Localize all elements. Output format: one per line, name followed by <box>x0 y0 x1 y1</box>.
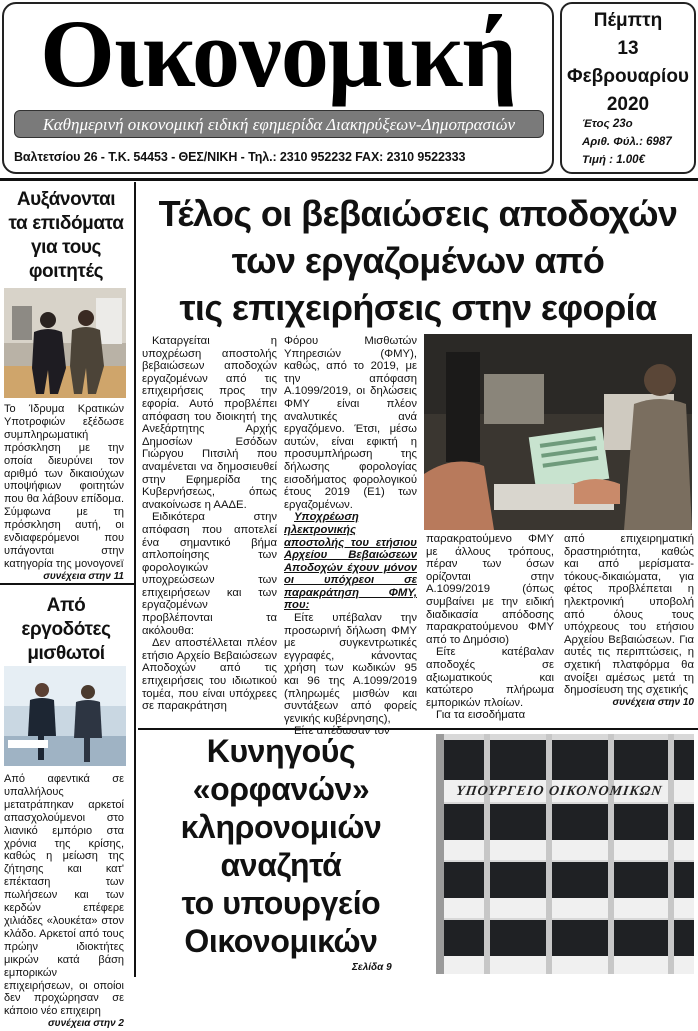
main-column-3 <box>426 533 554 722</box>
building-sign: ΥΠΟΥΡΓΕΙΟ ΟΙΚΟΝΟΜΙΚΩΝ <box>455 784 664 799</box>
paragraph: Είτε απέδωσαν τον <box>294 725 390 738</box>
bottom-page-ref[interactable]: Σελίδα 9 <box>352 962 392 973</box>
headline-line: Τέλος οι βεβαιώσεις αποδοχών <box>158 193 678 234</box>
main-column-2 <box>284 335 417 738</box>
paragraph: Υποχρέωση ηλεκτρονικής αποστολής του ετήσιου Αρχείου Βεβαιώσεων Αποδοχών έχουν μόνον οι υπόχρεοι σε παρακράτηση ΦΜΥ, που: <box>284 511 417 612</box>
headline-line: Από εργοδότες <box>21 595 111 640</box>
headline-line: τις επιχειρήσεις στην εφορία <box>179 287 657 328</box>
paragraph: Είτε κατέβαλαν αποδοχές σε αξιωματικούς και κατώτερο πλήρωμα εμπορικών πλοίων. <box>426 646 554 709</box>
issue-year: 2020 <box>606 94 650 115</box>
side-story-1-continue[interactable]: συνέχεια στην 11 <box>43 570 124 582</box>
main-column-4 <box>564 533 694 709</box>
paragraph: Για τα εισοδήματα <box>436 709 526 722</box>
newspaper-address: Βαλτετσίου 26 - Τ.Κ. 54453 - ΘΕΣ/ΝΙΚΗ - Τηλ.: 2310 952232 FAX: 2310 9522333 <box>14 150 466 164</box>
students-photo <box>4 288 126 398</box>
headline-line: φοιτητές <box>28 261 104 282</box>
issue-date-box <box>560 2 696 174</box>
side-story-1-body <box>4 403 124 584</box>
side-story-1-headline <box>2 188 130 284</box>
bottom-story-rule <box>138 728 698 730</box>
headline-line: αναζητά <box>220 847 342 883</box>
paragraph: Είτε υπέβαλαν την προσωρινή δήλωση ΦΜΥ με συγκεντρωτικές εγγραφές, κάνοντας χρήση των κωδικών 95 και 96 της Α.1099/2019 (πληρωμές μισθών και συντάξεων από φορείς γενικής κυβέρνησης), <box>284 612 417 725</box>
paragraph: Δεν αποστέλλεται πλέον ετήσιο Αρχείο Βεβαιώσεων Αποδοχών από τις επιχειρήσεις του ιδιωτικού τομέα, που είναι υπόχρεες σε παρακράτηση <box>142 637 277 713</box>
main-story-continue[interactable]: συνέχεια στην 10 <box>612 696 694 708</box>
office-computers-photo <box>424 334 692 530</box>
main-headline <box>140 190 696 331</box>
issue-price: Τιμή : 1.00€ <box>582 154 645 166</box>
paragraph: Καταργείται η υποχρέωση αποστολής βεβαιώσεων αποδοχών εργαζομένων από τις επιχειρήσεις προς την εφορία. Αυτό προβλέπει απόφαση του διοικητή της Ανεξάρτητης Αρχής Δημοσίων Εσόδων Γιώργου Πιτσιλή που αναμένεται να δημοσιευθεί στην Εφημερίδα της Κυβερνήσεως, όπως ανακοίνωσε η ΑΑΔΕ. <box>142 335 277 511</box>
issue-volume: Έτος 23ο <box>582 118 633 130</box>
main-column-1 <box>142 335 277 713</box>
headline-line: κληρονομιών <box>180 809 382 845</box>
newspaper-subtitle: Καθημερινή οικονομική ειδική εφημερίδα Διακηρύξεων-Δημοπρασιών <box>14 110 544 138</box>
headline-line: των εργαζομένων από <box>231 240 605 281</box>
side-story-2-text: Από αφεντικά σε υπαλλήλους μετατράπηκαν αρκετοί απασχολούμενοι στο λιανικό εμπόριο στα χρόνια της κρίσης, καθώς η μείωση της ζήτησης και κατ' επέκταση των πωλήσεων και των κερδών επέφερε χιλιάδες «λουκέτα» στον κλάδο. Αρκετοί από τους πρώην ιδιοκτήτες μικρών κατά βάση εμπορικών επιχειρήσεων, οι οποίοι δεν προχώρησαν σε κάποιο νέο επιχειρη <box>4 773 124 1018</box>
headline-line: Κυνηγούς <box>206 733 356 769</box>
sidebar-rule <box>134 182 136 977</box>
ministry-building-photo <box>436 734 694 974</box>
issue-number: Αριθ. Φύλ.: 6987 <box>582 136 672 148</box>
paragraph: από επιχειρηματική δραστηριότητα, καθώς και από μερίσματα-τόκους-δικαιώματα, για φέτος προβλέπεται η ηλεκτρονική υποβολή από όλους τους υπόχρεους του ετήσιου Αρχείου Βεβαιώσεων. Για αυτές τις περιπτώσεις, η σχετική πλατφόρμα θα ανοίξει αμέσως μετά τη δημοσίευση της σχετικής <box>564 533 694 697</box>
issue-date: 13 <box>617 38 639 59</box>
newspaper-title: Οικονομική <box>40 0 516 107</box>
paragraph: παρακρατούμενο ΦΜΥ με άλλους τρόπους, πέραν των όσων ορίζονται στην Α.1099/2019 (όπως συμβαίνει με την ειδική διαδικασία απόδοσης παρακρατούμενου ΦΜΥ από το Δημόσιο) <box>426 533 554 646</box>
headline-line: το υπουργείο <box>181 885 381 921</box>
issue-day: Πέμπτη <box>593 10 663 31</box>
side-story-2-continue[interactable]: συνέχεια στην 2 <box>48 1018 124 1030</box>
paragraph: Ειδικότερα στην απόφαση που αποτελεί ένα σημαντικό βήμα απλοποίησης των φορολογικών υποχρεώσεων των επιχειρήσεων και των εργαζομένων προβλέπονται τα ακόλουθα: <box>142 511 277 637</box>
headline-line: για τους <box>30 237 102 258</box>
headline-line: τα επιδόματα <box>8 213 124 234</box>
header-rule <box>0 178 698 181</box>
side-story-2-body <box>4 773 124 1031</box>
office-workers-photo <box>4 666 126 766</box>
bottom-headline <box>140 732 422 960</box>
paragraph: Φόρου Μισθωτών Υπηρεσιών (ΦΜΥ), καθώς, από το 2019, με την απόφαση Α.1099/2019, οι δηλώσεις ΦΜΥ είναι πλέον αναλυτικές ανά εργαζόμενο. Έτσι, μέσω αυτών, είναι εφικτή η προσυμπλήρωση της δήλωσης φορολογίας εισοδήματος φορολογικού έτους 2019 (Ε1) των εργαζομένων. <box>284 335 417 511</box>
headline-line: Αυξάνονται <box>16 189 116 210</box>
headline-line: μισθωτοί <box>27 643 105 664</box>
headline-line: Οικονομικών <box>184 923 378 959</box>
side-story-1-text: Το Ίδρυμα Κρατικών Υποτροφιών εξέδωσε συμπληρωματική πρόσκληση με την οποία διευρύνει τον αριθμό των δικαιούχων υποψήφιων φοιτητών που θα λάβουν επίδομα. Σύμφωνα με τη πρόσκληση αυτή, οι ενδιαφερόμενοι που υπάγονται στην κατηγορία της μονογονεϊ <box>4 403 124 570</box>
issue-month: Φεβρουαρίου <box>566 66 689 87</box>
headline-line: «ορφανών» <box>192 771 370 807</box>
